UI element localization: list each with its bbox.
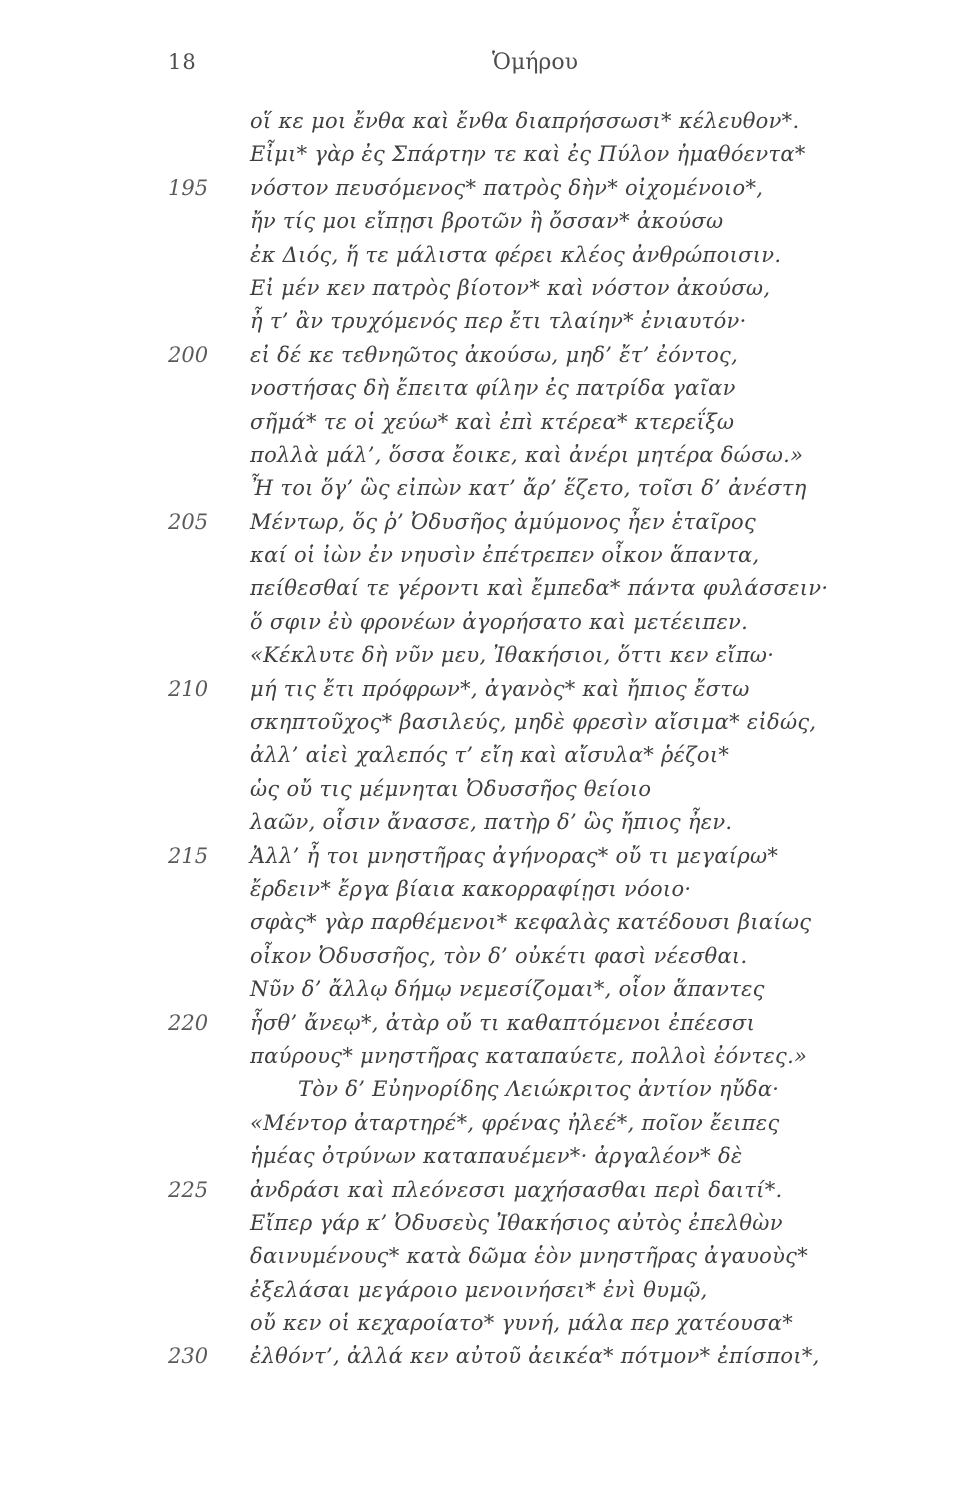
line-number: 230 — [168, 1344, 209, 1369]
verse-line — [0, 873, 970, 906]
verse-block — [0, 105, 970, 1374]
line-number: 225 — [168, 1177, 209, 1202]
verse-text: ἐξελάσαι μεγάροιο μενοινήσει* ἐνὶ θυμῷ, — [250, 1277, 708, 1302]
verse-line — [0, 606, 970, 639]
verse-text: σφὰς* γὰρ παρθέμενοι* κεφαλὰς κατέδουσι βιαίως — [250, 910, 812, 935]
verse-line — [0, 1340, 970, 1373]
verse-text: ἀνδράσι καὶ πλεόνεσσι μαχήσασθαι περὶ δαιτί*. — [250, 1177, 783, 1202]
verse-line — [0, 973, 970, 1006]
verse-line — [0, 1240, 970, 1273]
verse-line — [0, 1140, 970, 1173]
verse-text: ἦ τ’ ἂν τρυχόμενός περ ἔτι τλαίην* ἐνιαυτόν· — [250, 309, 747, 334]
verse-text: «Κέκλυτε δὴ νῦν μευ, Ἰθακήσιοι, ὅττι κεν εἴπω· — [250, 643, 775, 668]
verse-line — [0, 673, 970, 706]
verse-text: οἵ κε μοι ἔνθα καὶ ἔνθα διαπρήσσωσι* κέλευθον*. — [250, 109, 800, 133]
line-number: 200 — [168, 342, 209, 367]
verse-line — [0, 239, 970, 272]
verse-text: Ἀλλ’ ἦ τοι μνηστῆρας ἀγήνορας* οὔ τι μεγαίρω* — [250, 843, 779, 868]
verse-text: νόστον πευσόμενος* πατρὸς δὴν* οἰχομένοιο*, — [250, 175, 764, 200]
line-number: 210 — [168, 676, 209, 701]
verse-line — [0, 339, 970, 372]
verse-line — [0, 439, 970, 472]
verse-line — [0, 539, 970, 572]
verse-line — [0, 272, 970, 305]
verse-line — [0, 1073, 970, 1106]
verse-text: Τὸν δ’ Εὐηνορίδης Λειώκριτος ἀντίον ηὔδα· — [298, 1077, 780, 1102]
verse-text: λαῶν, οἷσιν ἄνασσε, πατὴρ δ’ ὣς ἤπιος ἦεν. — [250, 810, 733, 835]
verse-line — [0, 105, 970, 138]
verse-line — [0, 1040, 970, 1073]
verse-text: Εἴπερ γάρ κ’ Ὀδυσεὺς Ἰθακήσιος αὐτὸς ἐπελθὼν — [250, 1210, 783, 1235]
verse-text: Εἰ μέν κεν πατρὸς βίοτον* καὶ νόστον ἀκούσω, — [250, 275, 771, 300]
verse-text: δαινυμένους* κατὰ δῶμα ἑὸν μνηστῆρας ἀγαυοὺς* — [250, 1244, 809, 1269]
verse-line — [0, 940, 970, 973]
verse-line — [0, 1007, 970, 1040]
verse-text: «Μέντορ ἀταρτηρέ*, φρένας ἠλεέ*, ποῖον ἔειπες — [250, 1110, 780, 1135]
verse-line — [0, 572, 970, 605]
verse-line — [0, 506, 970, 539]
verse-text: σῆμά* τε οἱ χεύω* καὶ ἐπὶ κτέρεα* κτερεΐξω — [250, 409, 735, 434]
verse-line — [0, 1107, 970, 1140]
verse-line — [0, 806, 970, 839]
verse-text: Νῦν δ’ ἄλλῳ δήμῳ νεμεσίζομαι*, οἷον ἅπαντες — [250, 977, 765, 1002]
verse-line — [0, 472, 970, 505]
verse-text: ἔρδειν* ἔργα βίαια κακορραφίῃσι νόοιο· — [250, 876, 692, 901]
running-head: Ὁμήρου — [492, 50, 578, 75]
verse-text: Εἶμι* γὰρ ἐς Σπάρτην τε καὶ ἐς Πύλον ἠμαθόεντα* — [250, 142, 806, 167]
verse-text: ἤν τίς μοι εἴπῃσι βροτῶν ἢ ὄσσαν* ἀκούσω — [250, 209, 724, 234]
verse-line — [0, 138, 970, 171]
verse-text: σκηπτοῦχος* βασιλεύς, μηδὲ φρεσὶν αἴσιμα* εἰδώς, — [250, 710, 817, 735]
line-number: 215 — [168, 843, 209, 868]
verse-text: ἐλθόντ’, ἀλλά κεν αὐτοῦ ἀεικέα* πότμον* ἐπίσποι*, — [250, 1344, 820, 1369]
verse-text: ἐκ Διός, ἥ τε μάλιστα φέρει κλέος ἀνθρώποισιν. — [250, 242, 782, 267]
verse-line — [0, 172, 970, 205]
verse-line — [0, 706, 970, 739]
verse-line — [0, 305, 970, 338]
verse-text: ἡμέας ὀτρύνων καταπαυέμεν*· ἀργαλέον* δὲ — [250, 1144, 743, 1169]
verse-text: μή τις ἔτι πρόφρων*, ἀγανὸς* καὶ ἤπιος ἔστω — [250, 676, 750, 701]
verse-line — [0, 372, 970, 405]
verse-text: πολλὰ μάλ’, ὅσσα ἔοικε, καὶ ἀνέρι μητέρα δώσω.» — [250, 442, 804, 467]
verse-text: ἀλλ’ αἰεὶ χαλεπός τ’ εἴη καὶ αἴσυλα* ῥέζοι* — [250, 743, 730, 768]
verse-line — [0, 1207, 970, 1240]
page-number: 18 — [168, 50, 197, 74]
verse-text: καί οἱ ἰὼν ἐν νηυσὶν ἐπέτρεπεν οἶκον ἅπαντα, — [250, 543, 760, 568]
verse-text: Μέντωρ, ὅς ῥ’ Ὀδυσῆος ἀμύμονος ἦεν ἑταῖρος — [250, 509, 757, 534]
verse-line — [0, 205, 970, 238]
verse-line — [0, 1307, 970, 1340]
verse-text: πείθεσθαί τε γέροντι καὶ ἔμπεδα* πάντα φυλάσσειν· — [250, 576, 829, 601]
verse-text: ἧσθ’ ἄνεῳ*, ἀτὰρ οὔ τι καθαπτόμενοι ἐπέεσσι — [250, 1010, 756, 1035]
verse-text: ὡς οὔ τις μέμνηται Ὀδυσσῆος θείοιο — [250, 776, 652, 801]
verse-line — [0, 773, 970, 806]
verse-line — [0, 739, 970, 772]
verse-text: ὅ σφιν ἐὺ φρονέων ἀγορήσατο καὶ μετέειπεν. — [250, 609, 749, 634]
verse-line — [0, 840, 970, 873]
line-number: 220 — [168, 1010, 209, 1035]
line-number: 195 — [168, 175, 209, 200]
verse-line — [0, 1274, 970, 1307]
verse-line — [0, 639, 970, 672]
verse-line — [0, 906, 970, 939]
verse-text: οἶκον Ὀδυσσῆος, τὸν δ’ οὐκέτι φασὶ νέεσθαι. — [250, 943, 748, 968]
verse-text: οὔ κεν οἱ κεχαροίατο* γυνή, μάλα περ χατέουσα* — [250, 1311, 794, 1336]
verse-line — [0, 406, 970, 439]
verse-text: Ἦ τοι ὅγ’ ὣς εἰπὼν κατ’ ἄρ’ ἕζετο, τοῖσι δ’ ἀνέστη — [250, 476, 807, 501]
verse-text: νοστήσας δὴ ἔπειτα φίλην ἐς πατρίδα γαῖαν — [250, 376, 736, 401]
line-number: 205 — [168, 509, 209, 534]
verse-line — [0, 1174, 970, 1207]
verse-text: παύρους* μνηστῆρας καταπαύετε, πολλοὶ ἐόντες.» — [250, 1043, 808, 1068]
verse-text: εἰ δέ κε τεθνηῶτος ἀκούσω, μηδ’ ἔτ’ ἐόντος, — [250, 342, 739, 367]
